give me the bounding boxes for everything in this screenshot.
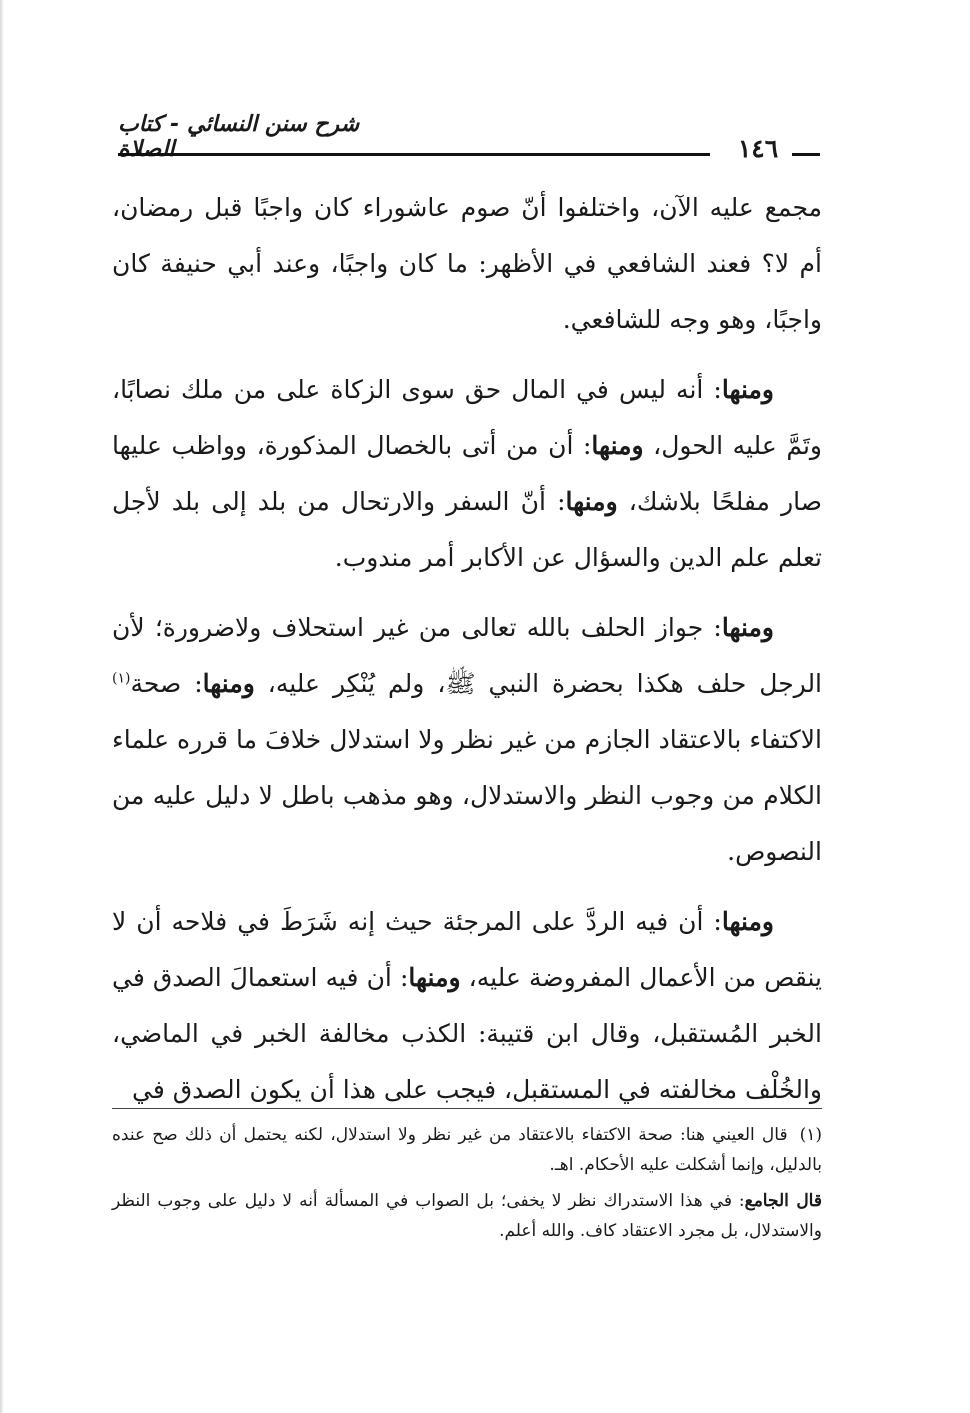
footnote-reference[interactable]: (١) <box>112 670 131 687</box>
paragraph-2-lead: ومنها <box>721 375 774 404</box>
running-header-title: شرح سنن النسائي - كتاب الصلاة <box>118 112 360 162</box>
paragraph-2-text-c: : أنّ السفر والارتحال من بلد إلى بلد لأجل تعلم علم الدين والسؤال عن الأكابر أمر مندوب. <box>112 487 822 572</box>
header-rule <box>118 153 710 156</box>
paragraph-2-text-a: : أنه ليس في المال حق سوى الزكاة على من ملك نصابًا، وتَمَّ عليه الحول، <box>112 375 823 460</box>
paragraph-2 <box>112 362 822 586</box>
paragraph-4 <box>112 894 822 1118</box>
paragraph-3-text-a: : جواز الحلف بالله تعالى من غير استحلاف ولاضرورة؛ لأن الرجل حلف هكذا بحضرة النبي ﷺ، ولم يُنْكِر عليه، <box>112 613 823 698</box>
paragraph-2-lead-2: ومنها <box>591 431 644 460</box>
paragraph-4-lead: ومنها <box>721 907 774 936</box>
scan-edge <box>0 0 4 1413</box>
main-text <box>112 180 822 1132</box>
paragraph-1-text: مجمع عليه الآن، واختلفوا أنّ صوم عاشوراء كان واجبًا قبل رمضان، أم لا؟ فعند الشافعي في الأظهر: ما كان واجبًا، وعند أبي حنيفة كان واجبًا، وهو وجه للشافعي. <box>112 193 822 334</box>
paragraph-3-text-c: الاكتفاء بالاعتقاد الجازم من غير نظر ولا استدلال خلافَ ما قرره علماء الكلام من وجوب النظر والاستدلال، وهو مذهب باطل لا دليل عليه من النصوص. <box>112 725 822 866</box>
footnote-1-text: قال العيني هنا: صحة الاكتفاء بالاعتقاد من غير نظر ولا استدلال، لكنه يحتمل أن ذلك صح عنده بالدليل، وإنما أشكلت عليه الأحكام. اهـ. <box>112 1125 822 1175</box>
footnotes <box>112 1120 822 1252</box>
footnote-1 <box>112 1120 822 1180</box>
paragraph-4-text-b: : أن فيه استعمالَ الصدق في الخبر المُستقبل، وقال ابن قتيبة: الكذب مخالفة الخبر في الماضي، والخُلْف مخالفته في المستقبل، فيجب على هذا أن يكون الصدق في <box>112 963 822 1104</box>
footnote-jami <box>112 1186 822 1246</box>
paragraph-1 <box>112 180 822 348</box>
paragraph-3-lead: ومنها <box>721 613 774 642</box>
page-number: ١٤٦ <box>737 134 779 163</box>
header-dash <box>792 153 820 156</box>
paragraph-2-lead-3: ومنها <box>565 487 618 516</box>
footnote-jami-lead: قال الجامع <box>744 1191 822 1211</box>
paragraph-4-text-a: : أن فيه الردَّ على المرجئة حيث إنه شَرَطَ في فلاحه أن لا ينقص من الأعمال المفروضة عليه، <box>112 907 822 992</box>
paragraph-3-lead-2: ومنها <box>202 669 255 698</box>
footnote-jami-text: : في هذا الاستدراك نظر لا يخفى؛ بل الصواب في المسألة أنه لا دليل على وجوب النظر والاستدلال، بل مجرد الاعتقاد كاف. والله أعلم. <box>112 1191 822 1241</box>
footnote-separator <box>112 1108 822 1109</box>
paragraph-2-text-b: : أن من أتى بالخصال المذكورة، وواظب عليها صار مفلحًا بلاشك، <box>112 431 822 516</box>
footnote-1-number: (١) <box>799 1125 822 1145</box>
paragraph-3-text-b: : صحة <box>130 669 203 698</box>
paragraph-4-lead-2: ومنها <box>408 963 461 992</box>
paragraph-3 <box>112 600 822 880</box>
